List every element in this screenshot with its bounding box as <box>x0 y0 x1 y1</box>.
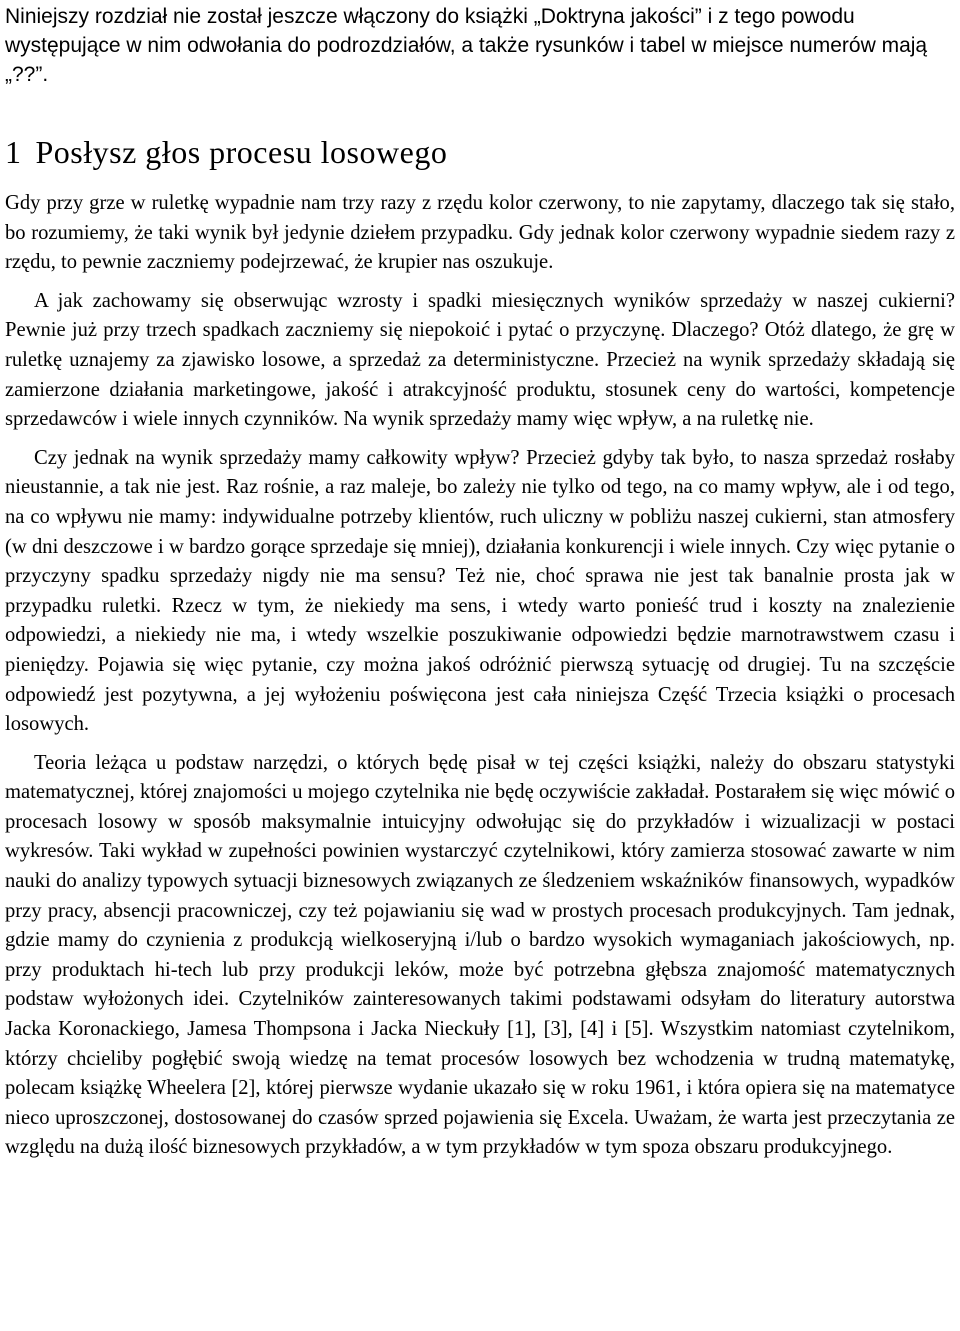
paragraph: Teoria leżąca u podstaw narzędzi, o których będę pisał w tej części książki, należy do obszaru statystyki matematycznej, której znajomości u mojego czytelnika nie będę oczywiście zakładał. Postarałem się więc mówić o procesach losowy w sposób maksymalnie intuicyjny odwołując się do przykładów i wizualizacji w postaci wykresów. Taki wykład w zupełności powinien wystarczyć czytelnikowi, który zamierza stosować zawarte w nim nauki do analizy typowych sytuacji biznesowych związanych ze śledzeniem wskaźników finansowych, wypadków przy pracy, absencji pracowniczej, czy też pojawianiu się wad w prostych procesach produkcyjnych. Tam jednak, gdzie mamy do czynienia z produkcją wielkoseryjną i/lub o bardzo wysokich wymaganiach jakościowych, np. przy produktach hi-tech lub przy produkcji leków, może być potrzebna głębsza znajomość matematycznych podstaw wyłożonych idei. Czytelników zainteresowanych takimi podstawami odsyłam do literatury autorstwa Jacka Koronackiego, Jamesa Thompsona i Jacka Nieckuły [1], [3], [4] i [5]. Wszystkim natomiast czytelnikom, którzy chcieliby pogłębić swoją wiedzę na temat procesów losowych bez wchodzenia w trudną matematykę, polecam książkę Wheelera [2], której pierwsze wydanie ukazało się w roku 1961, i która opiera się na matematyce nieco uproszczonej, dostosowanej do czasów sprzed pojawienia się Excela. Uważam, że warta jest przeczytania ze względu na dużą ilość biznesowych przykładów, a w tym przykładów w tym spoza obszaru produkcyjnego. <box>5 751 955 1159</box>
section-title: Posłysz głos procesu losowego <box>35 134 448 170</box>
document-page <box>5 0 955 1163</box>
paragraph: Gdy przy grze w ruletkę wypadnie nam trzy razy z rzędu kolor czerwony, to nie zapytamy, dlaczego tak się stało, bo rozumiemy, że taki wynik był jedynie dziełem przypadku. Gdy jednak kolor czerwony wypadnie siedem razy z rzędu, to pewnie zaczniemy podejrzewać, że krupier nas oszukuje. <box>5 192 955 274</box>
chapter-notice: Niniejszy rozdział nie został jeszcze włączony do książki „Doktryna jakości” i z tego powodu występujące w nim odwołania do podrozdziałów, a także rysunków i tabel w miejsce numerów mają „??”. <box>5 5 928 86</box>
section-heading <box>5 132 955 172</box>
section-number: 1 <box>5 134 22 170</box>
paragraph: Czy jednak na wynik sprzedaży mamy całkowity wpływ? Przecież gdyby tak było, to nasza sprzedaż rosłaby nieustannie, a tak nie jest. Raz rośnie, a raz maleje, bo zależy nie tylko od tego, na co mamy wpływ, ale i od tego, na co wpływu nie mamy: indywidualne potrzeby klientów, ruch uliczny w pobliżu naszej cukierni, stan atmosfery (w dni deszczowe i w bardzo gorące sprzedaje się mniej), działania konkurencji i wiele innych. Czy więc pytanie o przyczyny spadku sprzedaży nigdy nie ma sensu? Też nie, choć sprawa nie jest tak banalnie prosta jak w przypadku ruletki. Rzecz w tym, że niekiedy ma sens, i wtedy warto ponieść trud i koszty na znalezienie odpowiedzi, a niekiedy nie ma, i wtedy wszelkie poszukiwanie odpowiedzi będzie marnotrawstwem czasu i pieniędzy. Pojawia się więc pytanie, czy można jakoś odróżnić pierwszą sytuację od drugiej. Tu na szczęście odpowiedź jest pozytywna, a jej wyłożeniu poświęcona jest cała niniejsza Część Trzecia książki o procesach losowych. <box>5 446 955 736</box>
section-body <box>5 189 955 1163</box>
paragraph: A jak zachowamy się obserwując wzrosty i spadki miesięcznych wyników sprzedaży w naszej cukierni? Pewnie już przy trzech spadkach zaczniemy się niepokoić i pytać o przyczynę. Dlaczego? Otóż dlatego, że grę w ruletkę uznajemy za zjawisko losowe, a sprzedaż za deterministyczne. Przecież na wynik sprzedaży składają się zamierzone działania marketingowe, jakość i atrakcyjność produktu, stosunek ceny do wartości, kompetencje sprzedawców i wiele innych czynników. Na wynik sprzedaży mamy więc wpływ, a na ruletkę nie. <box>5 289 955 431</box>
